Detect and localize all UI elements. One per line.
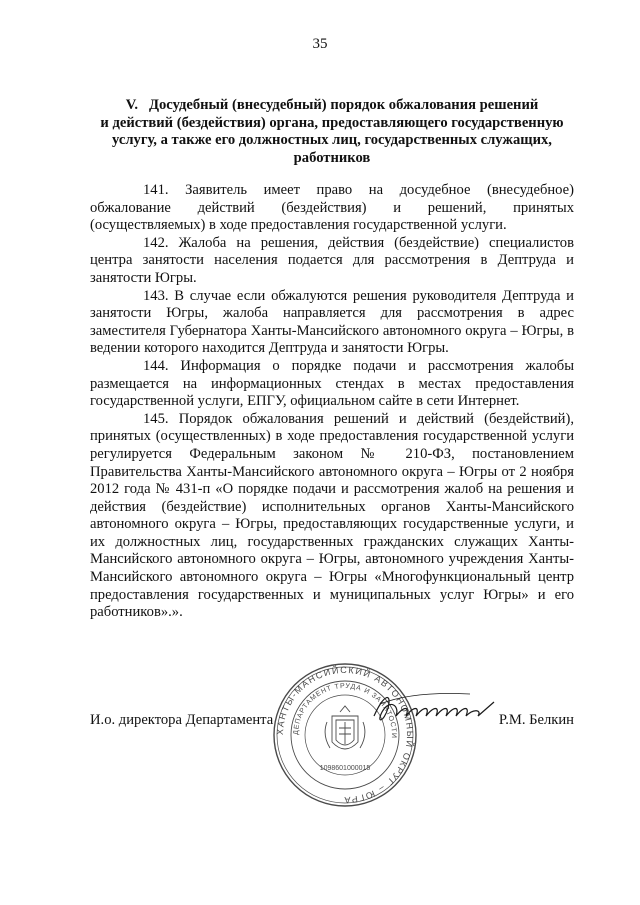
section-heading (90, 97, 574, 167)
heading-line-1: V. Досудебный (внесудебный) порядок обжалования решений (125, 97, 539, 113)
heading-line-3: услугу, а также его должностных лиц, государственных служащих, (112, 132, 552, 148)
heading-line-4: работников (293, 149, 371, 166)
signatory-name: Р.М. Белкин (498, 712, 574, 728)
paragraph-145: 145. Порядок обжалования решений и действий (бездействий), принятых (осуществленных) в ходе предоставления государственной услуги регулируется Федеральным законом № 210-ФЗ, постановлением Правительства Ханты-Мансийского автономного округа – Югры от 2 ноября 2012 года № 431-п «О порядке подачи и рассмотрения жалоб на решения и действия (бездействие) исполнительных органов Ханты-Мансийского автономного округа – Югры, предоставляющих государственные услуги, и их должностных лиц, государственных гражданских служащих Ханты-Мансийского автономного округа – Югры, автономного учреждения Ханты-Мансийского автономного округа – Югры «Многофункциональный центр предоставления государственных и муниципальных услуг Югры» и его работников».». (90, 410, 574, 621)
paragraph-142: 142. Жалоба на решения, действия (бездействие) специалистов центра занятости населения подается для рассмотрения в Дептруда и занятости Югры. (90, 234, 574, 286)
paragraph-141: 141. Заявитель имеет право на досудебное (внесудебное) обжалование действий (бездействия) и решений, принятых (осуществляемых) в ходе предоставления государственной услуги. (90, 182, 574, 234)
heading-line-2: и действий (бездействия) органа, предоставляющего государственную (100, 114, 564, 131)
document-body (90, 182, 574, 622)
paragraph-144: 144. Информация о порядке подачи и рассмотрения жалобы размещается на информационных стендах в местах предоставления государственной услуги, ЕПГУ, официальном сайте в сети Интернет. (90, 357, 574, 410)
stamp-inner-text: ДЕПАРТАМЕНТ ТРУДА И ЗАНЯТОСТИ (292, 682, 398, 739)
signature-block (90, 712, 574, 736)
paragraph-143: 143. В случае если обжалуются решения руководителя Дептруда и занятости Югры, жалоба направляется для рассмотрения в адрес заместителя Губернатора Ханты-Мансийского автономного округа – Югры, в ведении которого находится Дептруда и занятости Югры. (90, 287, 574, 357)
stamp-outer-text: ХАНТЫ-МАНСИЙСКИЙ АВТОНОМНЫЙ ОКРУГ – ЮГРА (274, 664, 416, 806)
stamp-code: 1098601000015 (319, 765, 371, 772)
page-number: 35 (312, 36, 328, 52)
signatory-position: И.о. директора Департамента (90, 712, 274, 728)
